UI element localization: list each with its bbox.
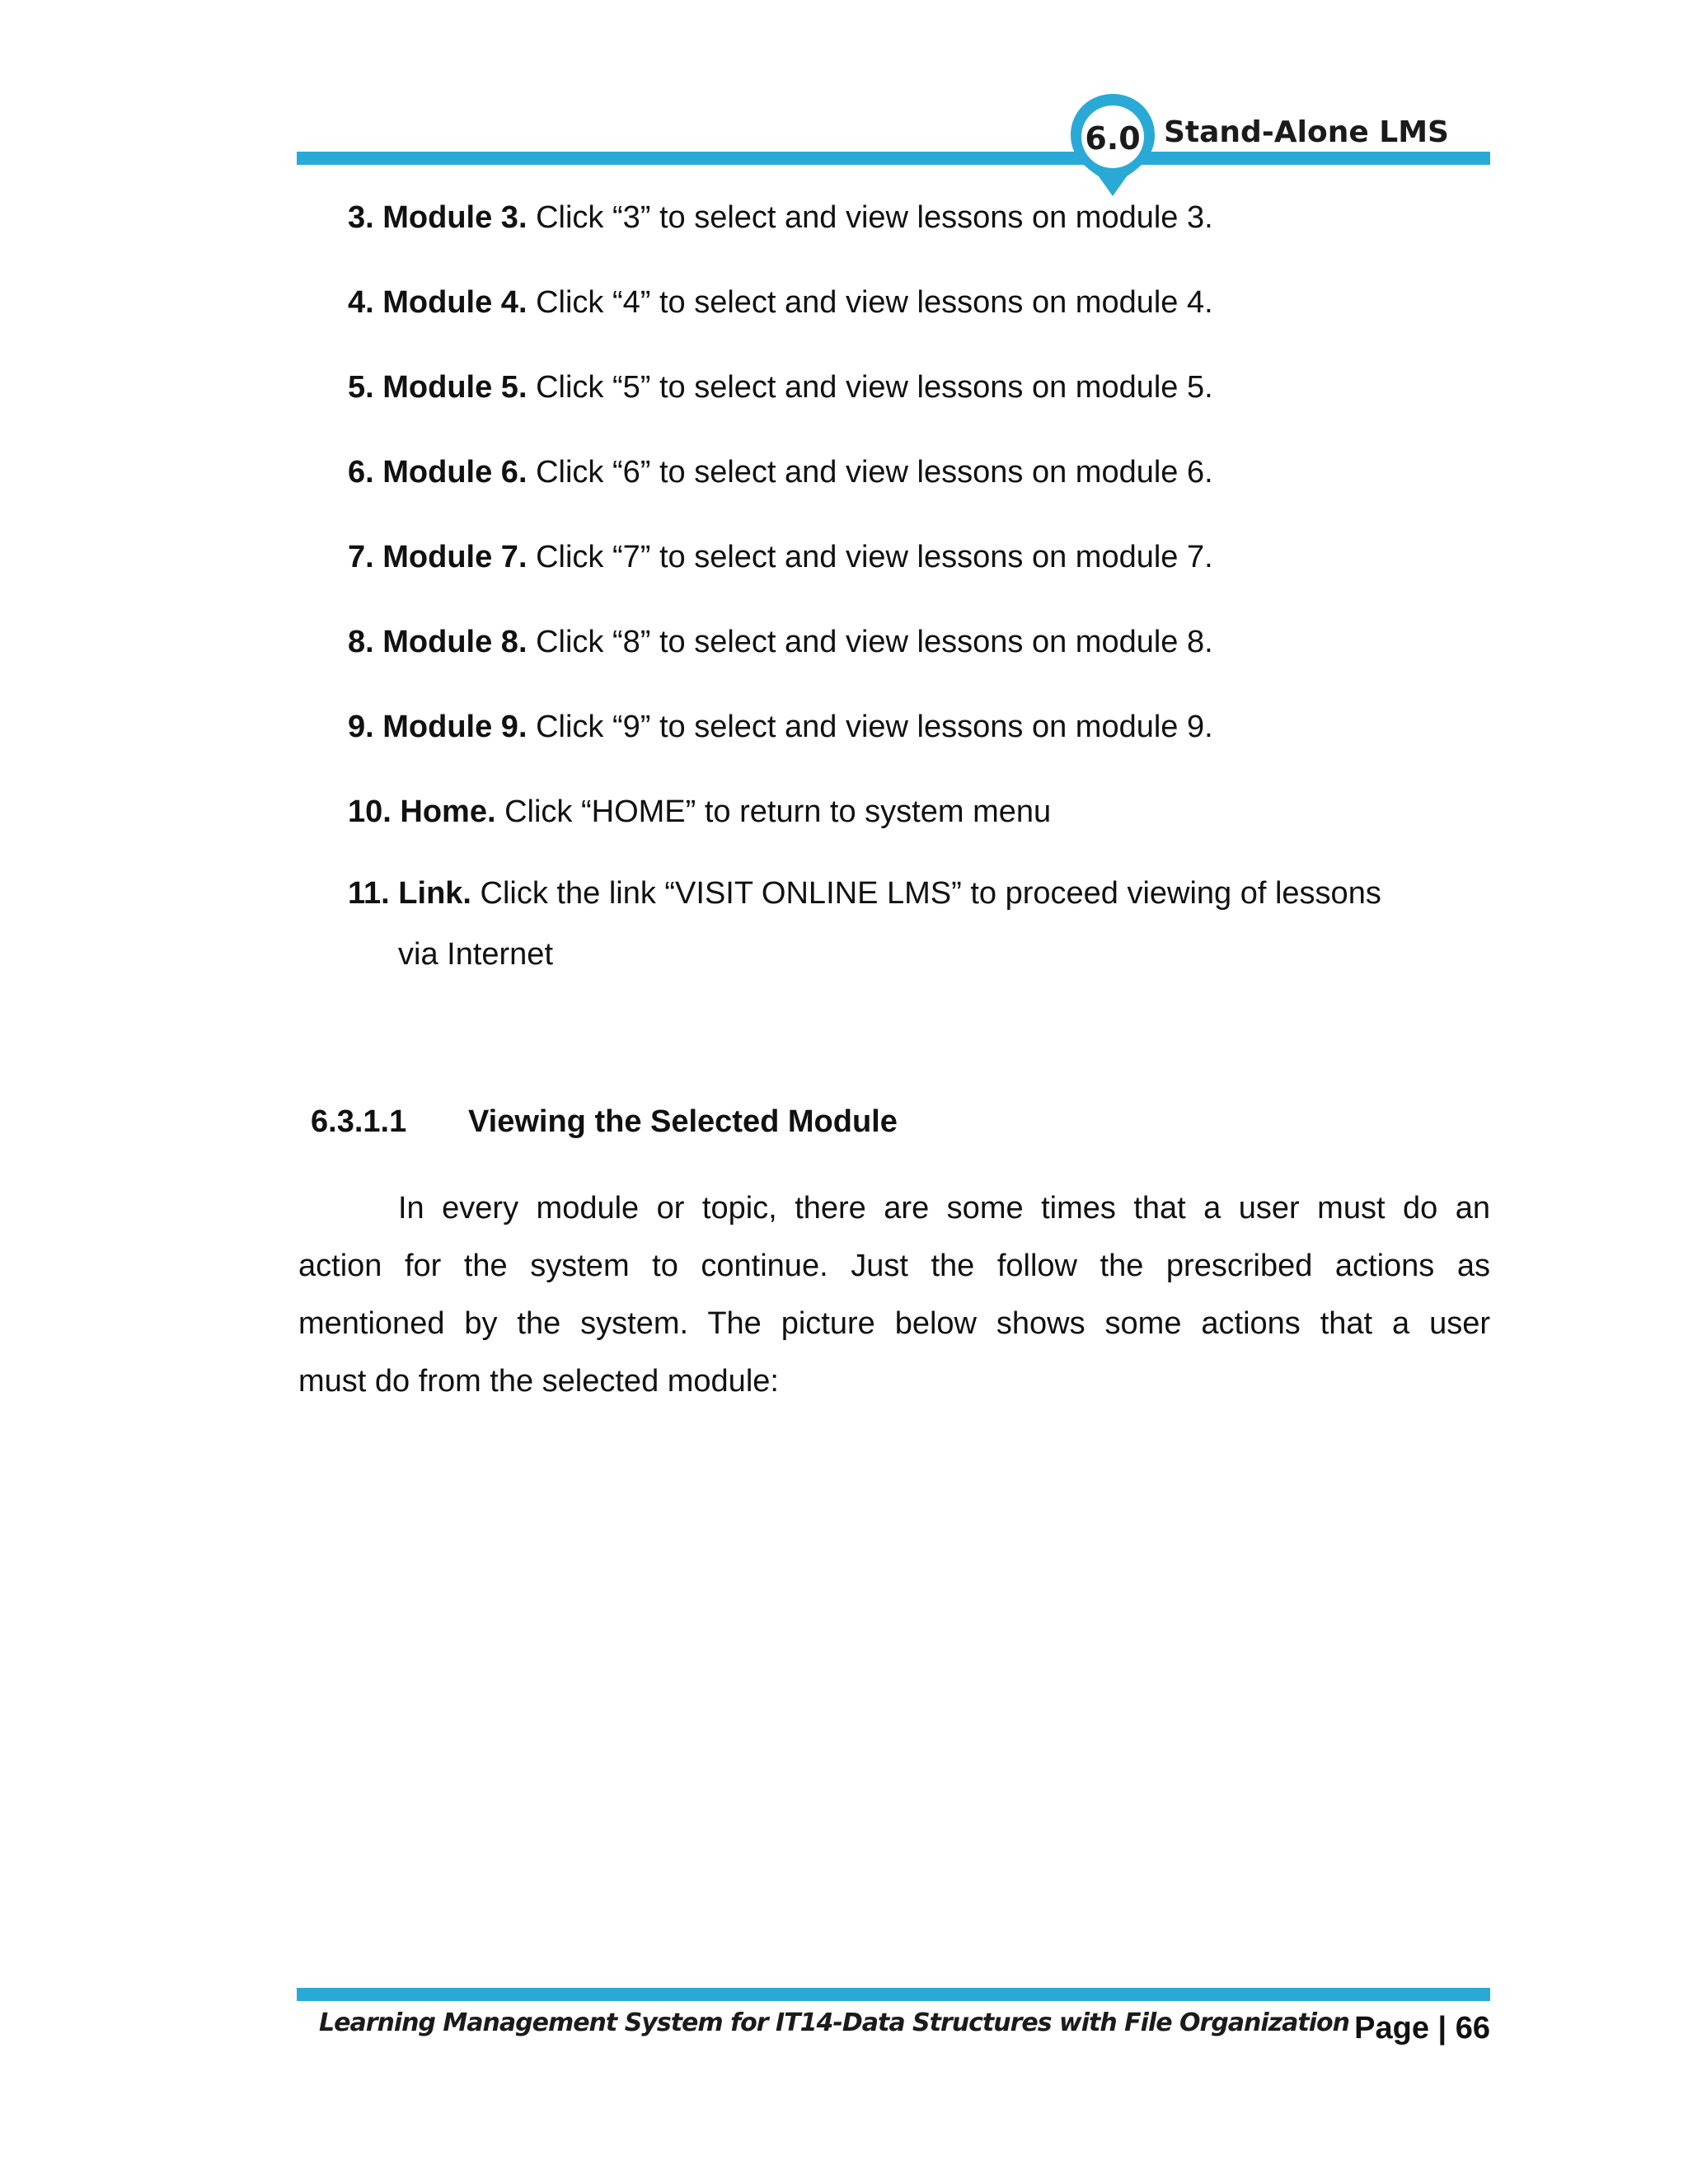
footer-rule bbox=[297, 1988, 1490, 2001]
item-term: Module 3. bbox=[382, 200, 528, 235]
list-item bbox=[348, 284, 1213, 321]
item-number: 8. bbox=[348, 625, 374, 659]
item-text: Click “3” to select and view lessons on module 3. bbox=[536, 200, 1213, 235]
header-title: Stand-Alone LMS bbox=[1164, 115, 1449, 149]
item-number: 11. bbox=[348, 876, 390, 911]
header-rule bbox=[297, 152, 1490, 165]
item-number: 6. bbox=[348, 455, 374, 490]
list-item bbox=[348, 369, 1213, 405]
chapter-number: 6.0 bbox=[1085, 120, 1141, 157]
list-item bbox=[348, 624, 1213, 660]
page-number: Page | 66 bbox=[1354, 2011, 1490, 2046]
list-item bbox=[348, 199, 1213, 236]
item-number: 10. bbox=[348, 794, 392, 829]
list-item bbox=[348, 709, 1213, 745]
item-text: Click “9” to select and view lessons on module 9. bbox=[536, 710, 1213, 744]
item-text: Click “7” to select and view lessons on module 7. bbox=[536, 540, 1213, 574]
list-item bbox=[348, 539, 1213, 575]
item-term: Home. bbox=[400, 794, 496, 829]
paragraph-line: In every module or topic, there are some times that a user must do an bbox=[398, 1191, 1490, 1226]
item-term: Module 9. bbox=[382, 710, 528, 744]
item-text: Click “4” to select and view lessons on module 4. bbox=[536, 285, 1213, 320]
item-term: Module 7. bbox=[382, 540, 528, 574]
item-text: Click “6” to select and view lessons on module 6. bbox=[536, 455, 1213, 490]
section-number: 6.3.1.1 bbox=[311, 1104, 407, 1139]
item-number: 9. bbox=[348, 710, 374, 744]
footer-title: Learning Management System for IT14-Data Structures with File Organization bbox=[319, 2008, 1349, 2037]
item-term: Module 4. bbox=[382, 285, 528, 320]
item-text: Click “8” to select and view lessons on module 8. bbox=[536, 625, 1213, 659]
item-number: 4. bbox=[348, 285, 374, 320]
paragraph-line: mentioned by the system. The picture below shows some actions that a user bbox=[298, 1306, 1490, 1341]
item-number: 3. bbox=[348, 200, 374, 235]
item-text: Click “HOME” to return to system menu bbox=[504, 794, 1052, 829]
item-text: Click “5” to select and view lessons on module 5. bbox=[536, 370, 1213, 405]
section-title: Viewing the Selected Module bbox=[468, 1104, 898, 1139]
item-term: Module 6. bbox=[382, 455, 528, 490]
item-term: Module 8. bbox=[382, 625, 528, 659]
item-continuation: via Internet bbox=[398, 937, 553, 972]
item-number: 7. bbox=[348, 540, 374, 574]
item-term: Link. bbox=[398, 876, 471, 911]
item-text: Click the link “VISIT ONLINE LMS” to proceed viewing of lessons bbox=[480, 876, 1381, 911]
list-item bbox=[348, 454, 1213, 490]
list-item bbox=[348, 794, 1051, 830]
item-number: 5. bbox=[348, 370, 374, 405]
paragraph-line: must do from the selected module: bbox=[298, 1364, 779, 1399]
list-item bbox=[348, 875, 1381, 912]
paragraph-line: action for the system to continue. Just the follow the prescribed actions as bbox=[298, 1249, 1490, 1283]
item-term: Module 5. bbox=[382, 370, 528, 405]
